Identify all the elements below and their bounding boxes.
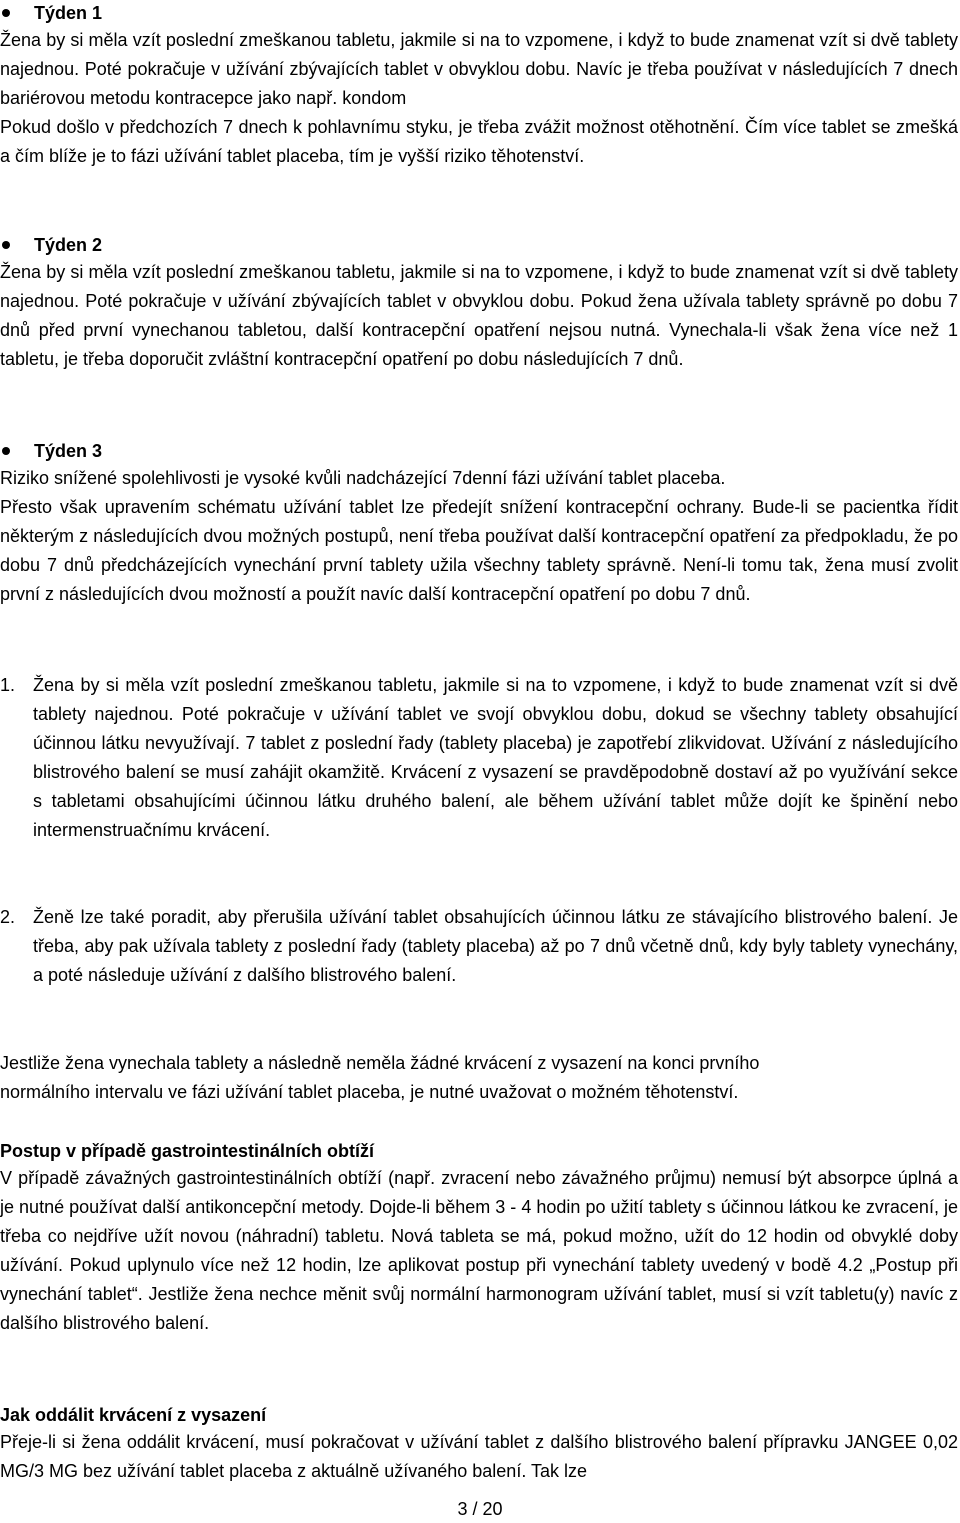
week-3-section xyxy=(0,438,958,609)
page-number: 3 / 20 xyxy=(457,1499,503,1519)
no-bleeding-line-1: Jestliže žena vynechala tablety a následně neměla žádné krvácení z vysazení na konci prvního xyxy=(0,1053,760,1073)
week-3-title: Týden 3 xyxy=(34,440,103,461)
week-1-paragraph-2: Pokud došlo v předchozích 7 dnech k pohlavnímu styku, je třeba zvážit možnost otěhotnění. Čím více tablet se zmešká a čím blíže je to fázi užívání tablet placeba, tím je vyšší riziko těhotenství. xyxy=(0,117,958,166)
gastro-paragraph: V případě závažných gastrointestinálních obtíží (např. zvracení nebo závažného průjmu) nemusí být absorpce úplná a je nutné používat další antikoncepční metody. Dojde-li během 3 - 4 hodin po užití tablety s účinnou látkou ke zvracení, je třeba co nejdříve užít novou (náhradní) tabletu. Nová tableta se má, pokud možno, užít do 12 hodin od obvyklé doby užívání. Pokud uplynulo více než 12 hodin, lze aplikovat postup při vynechání tablety uvedený v bodě 4.2 „Postup při vynechání tablet“. Jestliže žena nechce měnit svůj normální harmonogram užívání tablet, musí si vzít tabletu(y) navíc z dalšího blistrového balení. xyxy=(0,1168,958,1333)
bullet-icon xyxy=(2,447,10,455)
week-3-paragraph: Přesto však upravením schématu užívání tablet lze předejít snížení kontracepční ochrany. Bude-li se pacientka řídit některým z následujících dvou možných postupů, není třeba používat další kontracepční opatření za předpokladu, že po dobu 7 dnů předcházejících vynechání první tablety užila všechny tablety správně. Není-li tomu tak, žena musí zvolit první z následujících dvou možností a použít navíc další kontracepční opatření po dobu 7 dnů. xyxy=(0,497,958,604)
gastro-section xyxy=(0,1138,958,1338)
week-3-heading xyxy=(0,438,958,464)
option-2 xyxy=(0,903,958,990)
delay-title: Jak oddálit krvácení z vysazení xyxy=(0,1405,267,1425)
week-3-line-1: Riziko snížené spolehlivosti je vysoké kvůli nadcházející 7denní fázi užívání tablet placeba. xyxy=(0,468,726,488)
no-bleeding-line-2: normálního intervalu ve fázi užívání tablet placeba, je nutné uvažovat o možném těhotenství. xyxy=(0,1082,739,1102)
week-2-title: Týden 2 xyxy=(34,234,103,255)
option-1-text: Žena by si měla vzít poslední zmeškanou tabletu, jakmile si na to vzpomene, i když to bude znamenat vzít si dvě tablety najednou. Poté pokračuje v užívání tablet ve svojí obvyklou dobu, dokud se všechny tablety obsahující účinnou látku nevyužívají. 7 tablet z poslední řady (tablety placeba) je zapotřebí zlikvidovat. Užívání z následujícího blistrového balení se musí zahájit okamžitě. Krvácení z vysazení se pravděpodobně dostaví až po využívání sekce s tabletami obsahujícími účinnou látku druhého balení, ale během užívání tablet může dojít ke špinění nebo intermenstruačnímu krvácení. xyxy=(33,675,958,840)
bullet-icon xyxy=(2,241,10,249)
week-1-paragraph: Žena by si měla vzít poslední zmeškanou tabletu, jakmile si na to vzpomene, i když to bude znamenat vzít si dvě tablety najednou. Poté pokračuje v užívání zbývajících tablet v obvyklou dobu. Navíc je třeba používat v následujících 7 dnech bariérovou metodu kontracepce jako např. kondom xyxy=(0,30,958,108)
option-1-number: 1. xyxy=(0,675,16,695)
delay-section xyxy=(0,1402,958,1486)
week-2-section xyxy=(0,232,958,374)
no-bleeding-section xyxy=(0,1049,958,1107)
week-2-paragraph: Žena by si měla vzít poslední zmeškanou tabletu, jakmile si na to vzpomene, i když to bude znamenat vzít si dvě tablety najednou. Poté pokračuje v užívání zbývajících tablet v obvyklou dobu. Pokud žena užívala tablety správně po dobu 7 dnů před první vynechanou tabletou, další kontracepční opatření nejsou nutná. Vynechala-li však žena více než 1 tabletu, je třeba doporučit zvláštní kontracepční opatření po dobu následujících 7 dnů. xyxy=(0,262,958,369)
week-1-section xyxy=(0,0,958,171)
week-2-heading xyxy=(0,232,958,258)
week-1-title: Týden 1 xyxy=(34,2,103,23)
week-1-heading xyxy=(0,0,958,26)
option-2-number: 2. xyxy=(0,907,16,927)
delay-paragraph: Přeje-li si žena oddálit krvácení, musí pokračovat v užívání tablet z dalšího blistrového balení přípravku JANGEE 0,02 MG/3 MG bez užívání tablet placeba z aktuálně užívaného balení. Tak lze xyxy=(0,1432,958,1481)
bullet-icon xyxy=(2,9,10,17)
option-2-text: Ženě lze také poradit, aby přerušila užívání tablet obsahujících účinnou látku ze stávajícího blistrového balení. Je třeba, aby pak užívala tablety z poslední řady (tablety placeba) až po 7 dnů včetně dnů, kdy byly tablety vynechány, a poté následuje užívání z dalšího blistrového balení. xyxy=(33,907,958,985)
option-1 xyxy=(0,671,958,845)
gastro-title: Postup v případě gastrointestinálních obtíží xyxy=(0,1141,375,1161)
